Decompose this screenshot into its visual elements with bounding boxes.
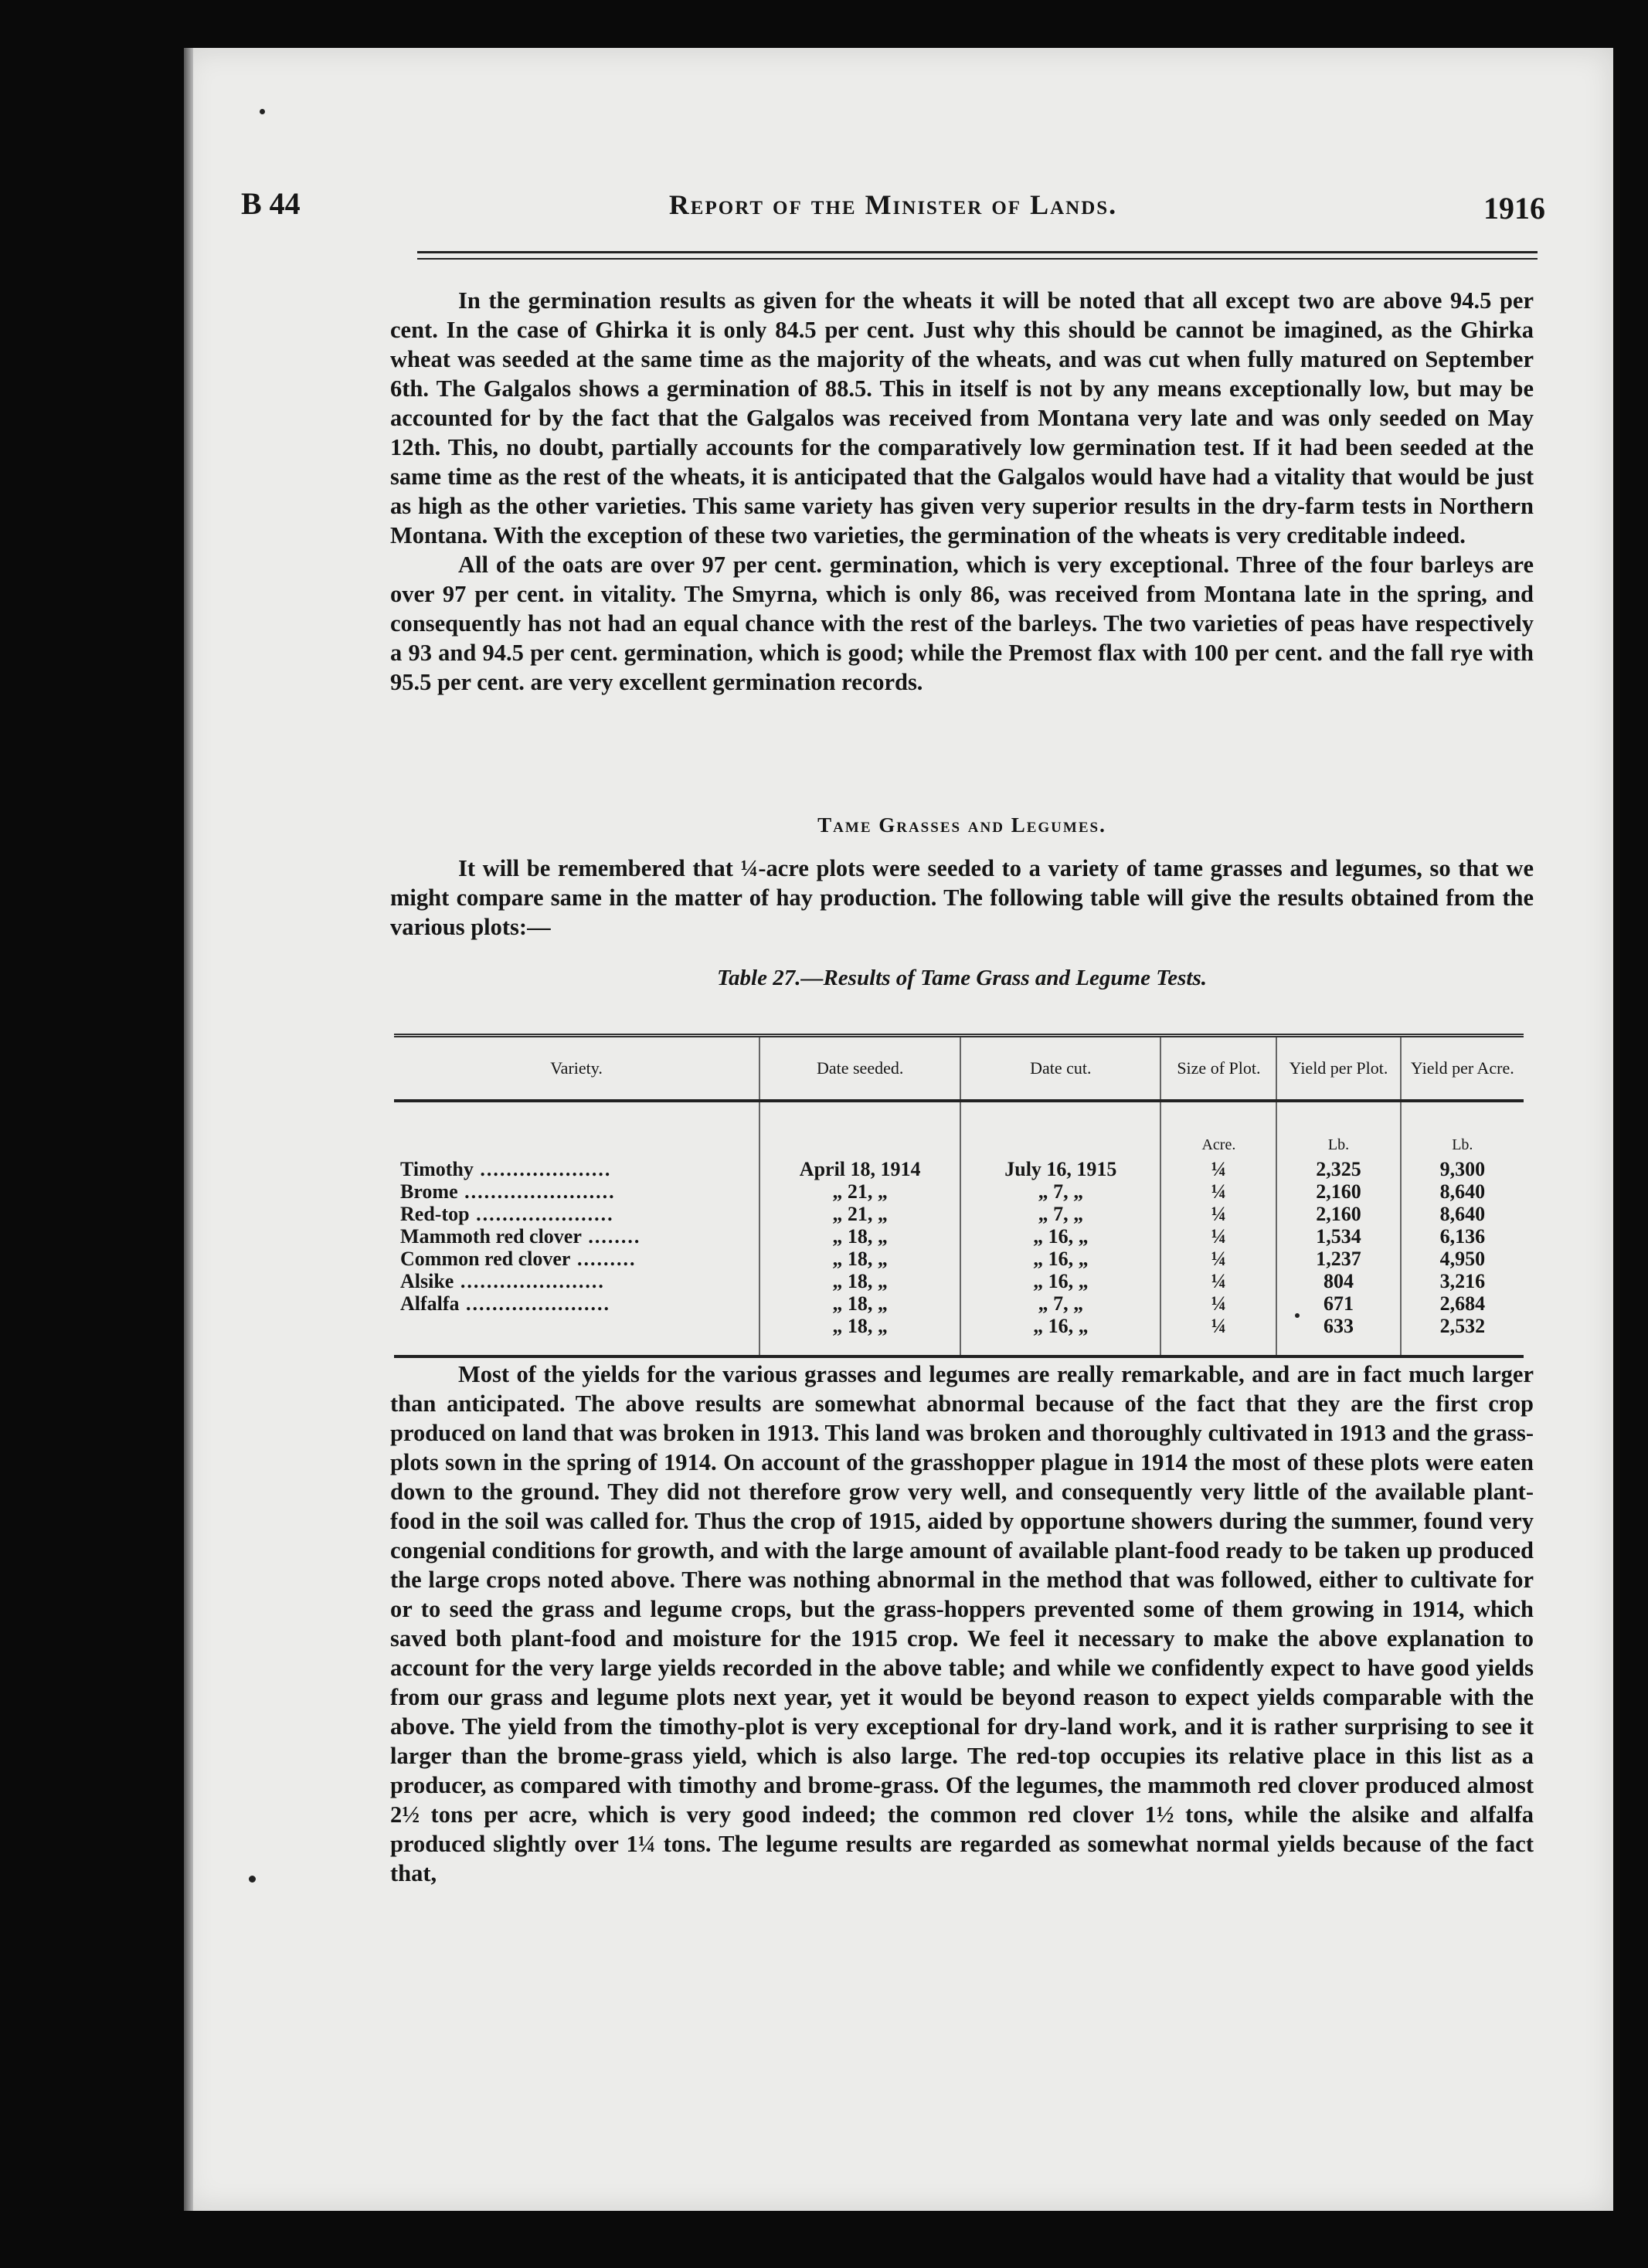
cell-variety: Common red clover	[400, 1248, 571, 1270]
table-header-row	[394, 1036, 1524, 1102]
cell-seeded: „ 21, „	[759, 1203, 960, 1225]
leader-dots: .....................	[469, 1203, 614, 1225]
running-title: Report of the Minister of Lands.	[668, 189, 1118, 220]
page-year: 1916	[1483, 191, 1545, 226]
cell-seeded: „ 18, „	[759, 1248, 960, 1270]
intro-paragraph-block	[390, 854, 1534, 942]
cell-variety: Red-top	[400, 1203, 470, 1225]
cell-size: ¼	[1160, 1270, 1276, 1292]
page-reference: B 44	[241, 186, 301, 221]
paragraph-wheats: In the germination results as given for the wheats it will be noted that all except two are above 94.5 per cent. In the case of Ghirka it is only 84.5 per cent. Just why this should be cannot be imagined, as the Ghirka wheat was seeded at the same time as the majority of the wheats, and was cut when fully matured on September 6th. The Galgalos shows a germination of 88.5. This in itself is not by any means exceptionally low, but may be accounted for by the fact that the Galgalos was received from Montana very late and was only seeded on May 12th. This, no doubt, partially accounts for the comparatively low germination test. If it had been seeded at the same time as the rest of the wheats, it is anticipated that the Galgalos would have had a vitality that would be just as high as the other varieties. This same variety has given very superior results in the dry-farm tests in Northern Montana. With the exception of these two varieties, the germination of the wheats is very creditable indeed.	[390, 287, 1534, 548]
cell-per-acre: 8,640	[1439, 1203, 1486, 1225]
paragraph-yields-discussion: Most of the yields for the various grasses and legumes are really remarkable, and are in fact much larger than anticipated. The above results are somewhat abnormal because of the fact that they are the first crop produced on land that was broken in 1913. This land was broken and thoroughly cultivated in 1913 and the grass-plots sown in the spring of 1914. On account of the grasshopper plague in 1914 the most of these plots were eaten down to the ground. They did not therefore grow very well, and consequently very little of the available plant-food in the soil was called for. Thus the crop of 1915, aided by opportune showers during the summer, found very congenial conditions for growth, and with the large amount of available plant-food ready to be taken up produced the large crops noted above. There was nothing abnormal in the method that was followed, either to cultivate for or to seed the grass and legume crops, but the grass-hoppers prevented some of them growing in 1914, which saved both plant-food and moisture for the 1915 crop. We feel it necessary to make the above explanation to account for the very large yields recorded in the above table; and while we confidently expect to have good yields from our grass and legume plots next year, yet it would be beyond reason to expect yields comparable with the above. The yield from the timothy-plot is very exceptional for dry-land work, and it is rather surprising to see it larger than the brome-grass yield, which is also large. The red-top occupies its relative place in this list as a producer, as compared with timothy and brome-grass. Of the legumes, the mammoth red clover produced almost 2½ tons per acre, which is very good indeed; the common red clover 1½ tons, while the alsike and alfalfa produced slightly over 1¼ tons. The legume results are regarded as somewhat normal yields because of the fact that,	[390, 1361, 1534, 1886]
results-table	[394, 1034, 1524, 1358]
table-row	[394, 1158, 1524, 1180]
cell-cut: „ 16, „	[960, 1270, 1160, 1292]
cell-per-acre: 4,950	[1439, 1248, 1486, 1270]
section-heading: Tame Grasses and Legumes.	[817, 813, 1106, 837]
cell-per-acre: 8,640	[1439, 1180, 1486, 1203]
table-row	[394, 1248, 1524, 1270]
cell-seeded: April 18, 1914	[759, 1158, 960, 1180]
cell-variety: Alfalfa	[400, 1292, 460, 1315]
header-yield-per-plot: Yield per Plot.	[1276, 1036, 1400, 1102]
cell-per-acre: 9,300	[1439, 1158, 1486, 1180]
scan-speck	[260, 109, 265, 114]
unit-per-plot: Lb.	[1276, 1101, 1400, 1158]
cell-size: ¼	[1160, 1315, 1276, 1356]
discussion-paragraph-block	[390, 1360, 1534, 1888]
units-row	[394, 1101, 1524, 1158]
table-row	[394, 1225, 1524, 1248]
cell-cut: „ 7, „	[960, 1203, 1160, 1225]
scan-speck	[1295, 1313, 1300, 1318]
cell-per-acre: 3,216	[1439, 1270, 1486, 1292]
cell-size: ¼	[1160, 1248, 1276, 1270]
leader-dots: ....................	[473, 1158, 612, 1180]
cell-seeded: „ 21, „	[759, 1180, 960, 1203]
header-yield-per-acre: Yield per Acre.	[1401, 1036, 1524, 1102]
leader-dots: .........	[570, 1248, 637, 1270]
header-date-cut: Date cut.	[960, 1036, 1160, 1102]
cell-cut: „ 7, „	[960, 1180, 1160, 1203]
leader-dots: .......................	[457, 1180, 616, 1203]
cell-per-plot: 2,160	[1276, 1180, 1400, 1203]
cell-per-plot: 2,160	[1276, 1203, 1400, 1225]
book-spine-shadow	[184, 48, 193, 2211]
cell-per-plot: 2,325	[1276, 1158, 1400, 1180]
unit-size: Acre.	[1160, 1101, 1276, 1158]
cell-per-plot: 804	[1276, 1270, 1400, 1292]
cell-variety: Alsike	[400, 1270, 454, 1292]
cell-variety: Timothy	[400, 1158, 474, 1180]
cell-per-acre: 2,684	[1439, 1292, 1486, 1315]
cell-per-acre: 6,136	[1439, 1225, 1486, 1248]
cell-cut: „ 7, „	[960, 1292, 1160, 1315]
cell-cut: „ 16, „	[960, 1225, 1160, 1248]
germination-paragraphs	[390, 286, 1534, 697]
header-date-seeded: Date seeded.	[759, 1036, 960, 1102]
cell-variety: Mammoth red clover	[400, 1225, 582, 1248]
leader-dots: ......................	[454, 1270, 605, 1292]
cell-variety	[394, 1315, 759, 1356]
cell-cut: „ 16, „	[960, 1248, 1160, 1270]
table-row	[394, 1270, 1524, 1292]
paragraph-oats-barleys: All of the oats are over 97 per cent. germination, which is very exceptional. Three of the four barleys are over 97 per cent. in vitality. The Smyrna, which is only 86, was received from Montana late in the spring, and consequently has not had an equal chance with the rest of the barleys. The two varieties of peas have respectively a 93 and 94.5 per cent. germination, which is good; while the Premost flax with 100 per cent. and the fall rye with 95.5 per cent. are very excellent germination records.	[390, 552, 1534, 695]
leader-dots: ........	[581, 1225, 641, 1248]
table-row	[394, 1292, 1524, 1315]
cell-size: ¼	[1160, 1292, 1276, 1315]
cell-size: ¼	[1160, 1203, 1276, 1225]
cell-seeded: „ 18, „	[759, 1292, 960, 1315]
table-row	[394, 1203, 1524, 1225]
header-rule	[417, 251, 1538, 260]
table-row	[394, 1315, 1524, 1356]
cell-size: ¼	[1160, 1225, 1276, 1248]
cell-variety: Brome	[400, 1180, 458, 1203]
table-row	[394, 1180, 1524, 1203]
paragraph-tame-grasses-intro: It will be remembered that ¼-acre plots were seeded to a variety of tame grasses and legumes, so that we might compare same in the matter of hay production. The following table will give the results obtained from the various plots:—	[390, 855, 1534, 940]
scan-speck	[249, 1876, 256, 1883]
header-size-of-plot: Size of Plot.	[1160, 1036, 1276, 1102]
cell-per-acre: 2,532	[1401, 1315, 1524, 1356]
table-caption: Table 27.—Results of Tame Grass and Legume Tests.	[716, 966, 1208, 990]
cell-size: ¼	[1160, 1158, 1276, 1180]
running-head	[241, 185, 1545, 239]
cell-size: ¼	[1160, 1180, 1276, 1203]
cell-seeded: „ 18, „	[759, 1225, 960, 1248]
cell-seeded: „ 18, „	[759, 1315, 960, 1356]
cell-per-plot: 1,237	[1276, 1248, 1400, 1270]
cell-per-plot: 1,534	[1276, 1225, 1400, 1248]
header-variety: Variety.	[394, 1036, 759, 1102]
unit-per-acre: Lb.	[1452, 1136, 1473, 1153]
leader-dots: ......................	[459, 1292, 611, 1315]
cell-per-plot: 671	[1276, 1292, 1400, 1315]
cell-cut: July 16, 1915	[960, 1158, 1160, 1180]
cell-seeded: „ 18, „	[759, 1270, 960, 1292]
cell-per-plot: 633	[1276, 1315, 1400, 1356]
cell-cut: „ 16, „	[960, 1315, 1160, 1356]
